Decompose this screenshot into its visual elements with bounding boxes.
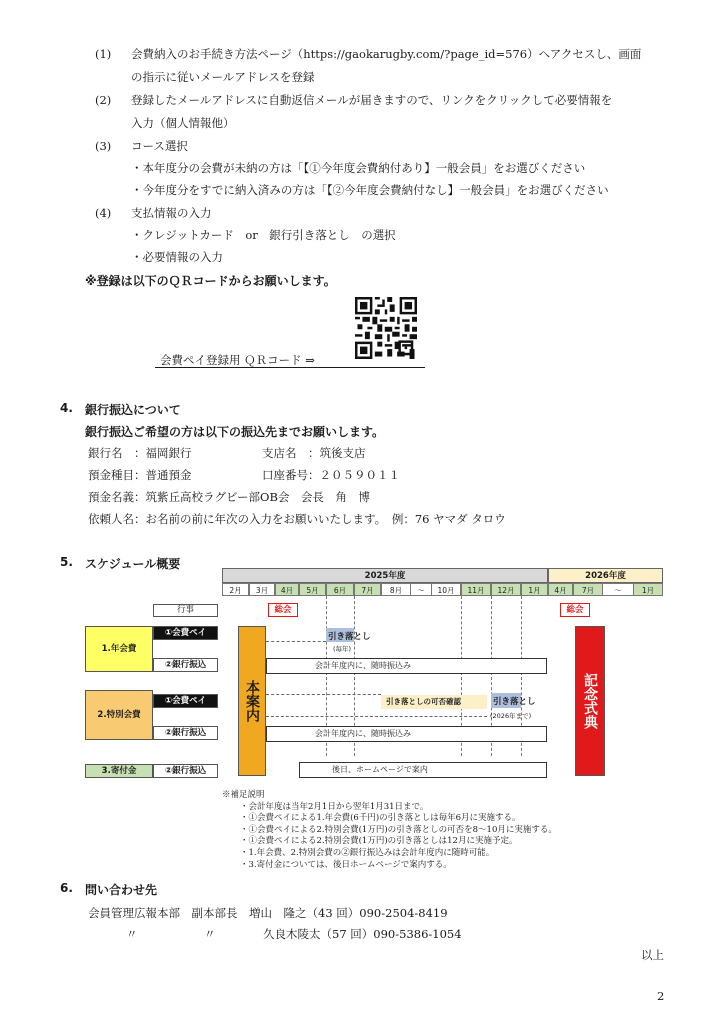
annual-bank-bar: 会計年度内に、随時振込み — [266, 658, 547, 674]
qr-underline — [155, 367, 425, 368]
confirm-label: 引き落としの可否確認 — [386, 697, 461, 706]
annual-fee-method-pay: ①会費ペイ — [153, 626, 218, 640]
month-cell: 1月 — [633, 583, 663, 596]
requester-note: 依頼人名：お名前の前に年次の入力をお願いいたします。 例：76 ヤマダ タロウ — [88, 512, 506, 526]
section6-title: 問い合わせ先 — [85, 883, 158, 897]
schedule-notes — [222, 790, 557, 871]
account-type: 預金種目：普通預金 — [88, 468, 192, 482]
branch-name: 支店名 ：筑後支店 — [262, 446, 366, 460]
month-cell: 7月 — [573, 583, 603, 596]
note-item: ・①会費ペイによる2.特別会費(1万円)の引き落としの可否を8～10月に実施する。 — [240, 824, 557, 835]
account-holder: 預金名義：筑紫丘高校ラグビー部OB会 会長 角 博 — [88, 490, 370, 504]
special-fee-method-bank: ②銀行振込 — [153, 726, 218, 740]
note-item: ・会計年度は当年2月1日から翌年1月31日まで。 — [240, 801, 429, 812]
special-bank-bar: 会計年度内に、随時振込み — [266, 726, 547, 742]
page-number: 2 — [657, 989, 665, 1003]
note-item: ・①会費ペイによる1.年会費(6千円)の引き落としは毎年6月に実施する。 — [240, 813, 521, 824]
month-cell: 5月 — [299, 583, 326, 596]
month-cell: 4月 — [275, 583, 299, 596]
schedule-chart — [85, 568, 663, 793]
step-3-num: (3) — [95, 139, 112, 153]
notes-title: ※補足説明 — [222, 790, 265, 800]
step-1-num: (1) — [95, 47, 112, 61]
month-cell: 6月 — [326, 583, 354, 596]
qr-label: 会費ペイ登録用 ＱＲコード ⇒ — [160, 353, 315, 367]
closing-text: 以上 — [641, 948, 664, 962]
section6-num: 6. — [60, 881, 73, 895]
month-cell: ～ — [603, 583, 633, 596]
donation-category: 3.寄付金 — [85, 764, 153, 778]
annual-fee-category: 1.年会費 — [85, 626, 153, 672]
step-4-sub1: ・クレジットカード or 銀行引き落とし の選択 — [131, 228, 396, 242]
bank-name: 銀行名 ：福岡銀行 — [88, 446, 192, 460]
step-4-num: (4) — [95, 206, 112, 220]
special-fee-method-pay: ①会費ペイ — [153, 694, 218, 708]
month-cell: 2月 — [222, 583, 249, 596]
section5-num: 5. — [60, 555, 73, 569]
anniversary-label: 記念式典 — [582, 673, 598, 729]
step-3-line1: コース選択 — [131, 139, 188, 153]
section5-title: スケジュール概要 — [85, 557, 181, 571]
annual-dash-line — [266, 641, 326, 642]
anniversary-bar — [575, 626, 605, 776]
month-cell: 11月 — [461, 583, 491, 596]
contact-1: 会員管理広報本部 副本部長 増山 隆之（43 回）090-2504-8419 — [88, 906, 448, 920]
donation-method-bank: ②銀行振込 — [153, 764, 218, 778]
step-2-line2: 入力（個人情報他） — [131, 116, 235, 130]
annual-debit-label: 引き落とし — [328, 632, 371, 642]
qr-note: ※登録は以下のＱＲコードからお願いします。 — [85, 274, 336, 288]
month-cell: 3月 — [249, 583, 275, 596]
ditto-mark-1: 〃 — [126, 927, 138, 941]
general-meeting-2025: 総会 — [268, 603, 298, 617]
month-cell: 12月 — [491, 583, 521, 596]
special-debit-note: (2026年まで) — [490, 712, 532, 720]
step-3-sub1: ・本年度分の会費が未納の方は「【①今年度会費納付あり】一般会員」をお選びください — [131, 161, 586, 175]
note-item: ・1.年会費、2.特別会費の②銀行振込みは会計年度内に随時可能。 — [240, 847, 495, 858]
fy2026-header: 2026年度 — [548, 568, 663, 583]
step-1-line2: の指示に従いメールアドレスを登録 — [131, 70, 315, 84]
section4-num: 4. — [60, 401, 73, 415]
step-1-line1: 会費納入のお手続き方法ページ（https://gaokarugby.com/?page_id=576）へアクセスし、画面 — [131, 47, 642, 61]
main-notice-label: 本案内 — [244, 680, 260, 722]
ditto-mark-2: 〃 — [204, 927, 216, 941]
step-4-sub2: ・必要情報の入力 — [131, 250, 223, 264]
step-3-sub2: ・今年度分をすでに納入済みの方は「【②今年度会費納付なし】一般会員」をお選びください — [131, 183, 609, 197]
donation-bank-bar: 後日、ホームページで案内 — [299, 762, 547, 778]
note-item: ・3.寄付金については、後日ホームページで案内する。 — [240, 859, 452, 870]
special-dash-line-a — [266, 694, 381, 695]
section4-title: 銀行振込について — [85, 403, 181, 417]
section4-lead: 銀行振込ご希望の方は以下の振込先までお願いします。 — [85, 425, 385, 439]
month-cell: ～ — [411, 583, 431, 596]
step-2-line1: 登録したメールアドレスに自動返信メールが届きますので、リンクをクリックして必要情報を — [131, 93, 613, 107]
event-label: 行事 — [153, 604, 218, 617]
main-notice-bar — [238, 626, 266, 776]
month-cell: 4月 — [548, 583, 573, 596]
note-item: ・①会費ペイによる2.特別会費(1万円)の引き落としは12月に実施予定。 — [240, 836, 518, 847]
month-cell: 10月 — [431, 583, 461, 596]
fy2025-header: 2025年度 — [222, 568, 548, 583]
step-2-num: (2) — [95, 93, 112, 107]
step-4-line1: 支払情報の入力 — [131, 206, 212, 220]
month-cell: 8月 — [381, 583, 411, 596]
qr-code-image — [355, 297, 417, 359]
month-cell: 1月 — [521, 583, 548, 596]
general-meeting-2026: 総会 — [560, 603, 590, 617]
account-number: 口座番号：２０５９０１１ — [262, 468, 400, 482]
annual-fee-method-bank: ②銀行振込 — [153, 658, 218, 672]
special-fee-category: 2.特別会費 — [85, 690, 153, 740]
annual-debit-note: (毎年) — [333, 645, 352, 653]
month-cell: 7月 — [354, 583, 381, 596]
contact-2: 久良木陵太（57 回）090-5386-1054 — [263, 927, 462, 941]
special-dash-line-b — [266, 716, 487, 717]
special-debit-label: 引き落とし — [493, 697, 536, 707]
